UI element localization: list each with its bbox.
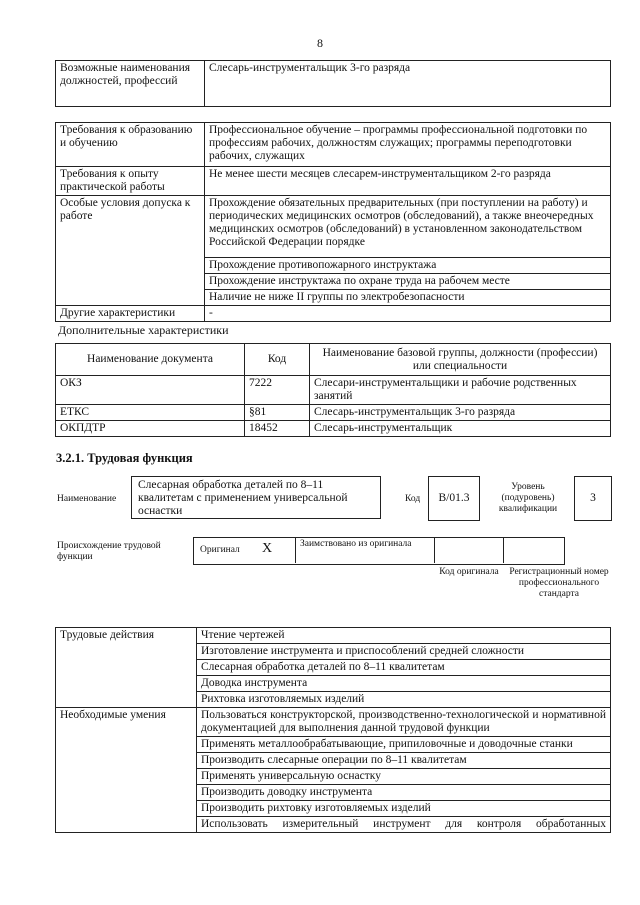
action-item: Изготовление инструмента и приспособлений средней сложности: [197, 644, 611, 660]
function-name-label: Наименование: [57, 494, 117, 504]
other-label: Другие характеристики: [56, 306, 205, 322]
additional-title: Дополнительные характеристики: [58, 323, 229, 337]
condition-item: Наличие не ниже II группы по электробезопасности: [205, 290, 611, 306]
original-mark: X: [262, 541, 273, 556]
actions-skills-table: [55, 627, 611, 833]
experience-value: Не менее шести месяцев слесарем-инструментальщиком 2-го разряда: [205, 167, 611, 196]
row-doc: ОКПДТР: [56, 421, 245, 437]
job-titles-label: Возможные наименования должностей, профессий: [56, 61, 205, 107]
row-name: Слесарь-инструментальщик: [310, 421, 611, 437]
code-original-label: Код оригинала: [439, 567, 499, 577]
table-row: [56, 376, 611, 405]
requirements-table: [55, 122, 611, 322]
level-value: 3: [574, 476, 612, 521]
section-title: 3.2.1. Трудовая функция: [56, 451, 193, 465]
experience-label: Требования к опыту практической работы: [56, 167, 205, 196]
header-document: Наименование документа: [56, 344, 245, 376]
divider: [434, 537, 435, 563]
other-value: -: [205, 306, 611, 322]
row-code: 18452: [245, 421, 310, 437]
job-titles-table: [55, 60, 611, 107]
skill-item: Производить доводку инструмента: [197, 785, 611, 801]
row-code: 7222: [245, 376, 310, 405]
skill-item: Производить слесарные операции по 8–11 квалитетам: [197, 753, 611, 769]
skill-item: Пользоваться конструкторской, производственно-технологической и нормативной документацией для выполнения данной трудовой функции: [197, 708, 611, 737]
condition-item: Прохождение инструктажа по охране труда на рабочем месте: [205, 274, 611, 290]
table-row: [56, 421, 611, 437]
function-name-value: Слесарная обработка деталей по 8–11 квалитетам с применением универсальной оснастки: [131, 476, 381, 519]
level-label: Уровень (подуровень) квалификации: [498, 482, 558, 514]
actions-label: Трудовые действия: [56, 628, 197, 708]
education-value: Профессиональное обучение – программы профессиональной подготовки по профессиям рабочих, должностям служащих; программы переподготовки рабочих, служащих: [205, 123, 611, 167]
divider: [503, 537, 504, 563]
skill-item: Применять универсальную оснастку: [197, 769, 611, 785]
action-item: Слесарная обработка деталей по 8–11 квалитетам: [197, 660, 611, 676]
reg-number-label: Регистрационный номер профессионального стандарта: [509, 567, 609, 599]
action-item: Рихтовка изготовляемых изделий: [197, 692, 611, 708]
row-code: §81: [245, 405, 310, 421]
borrowed-label: Заимствовано из оригинала: [300, 539, 412, 549]
conditions-label: Особые условия допуска к работе: [56, 196, 205, 306]
origin-label: Происхождение трудовой функции: [57, 541, 161, 562]
row-doc: ОКЗ: [56, 376, 245, 405]
education-label: Требования к образованию и обучению: [56, 123, 205, 167]
row-name: Слесарь-инструментальщик 3-го разряда: [310, 405, 611, 421]
additional-table: [55, 343, 611, 437]
table-row: [56, 405, 611, 421]
skill-item: Производить рихтовку изготовляемых изделий: [197, 801, 611, 817]
original-label: Оригинал: [200, 545, 240, 555]
origin-box: [193, 537, 565, 565]
divider: [295, 537, 296, 563]
action-item: Доводка инструмента: [197, 676, 611, 692]
row-name: Слесари-инструментальщики и рабочие родственных занятий: [310, 376, 611, 405]
job-titles-value: Слесарь-инструментальщик 3-го разряда: [205, 61, 611, 107]
action-item: Чтение чертежей: [197, 628, 611, 644]
condition-item: Прохождение противопожарного инструктажа: [205, 258, 611, 274]
row-doc: ЕТКС: [56, 405, 245, 421]
page-number: 8: [317, 36, 323, 50]
skill-item: Использовать измерительный инструмент для контроля обработанных: [197, 817, 611, 833]
header-code: Код: [245, 344, 310, 376]
header-name: Наименование базовой группы, должности (профессии) или специальности: [310, 344, 611, 376]
function-code-label: Код: [405, 494, 421, 504]
skills-label: Необходимые умения: [56, 708, 197, 833]
skill-item: Применять металлообрабатывающие, припиловочные и доводочные станки: [197, 737, 611, 753]
condition-item: Прохождение обязательных предварительных (при поступлении на работу) и периодических медицинских осмотров (обследований), а также внеочередных медицинских осмотров (обследований) в установленном законодательством Российской Федерации порядке: [205, 196, 611, 258]
function-code-value: В/01.3: [428, 476, 480, 521]
